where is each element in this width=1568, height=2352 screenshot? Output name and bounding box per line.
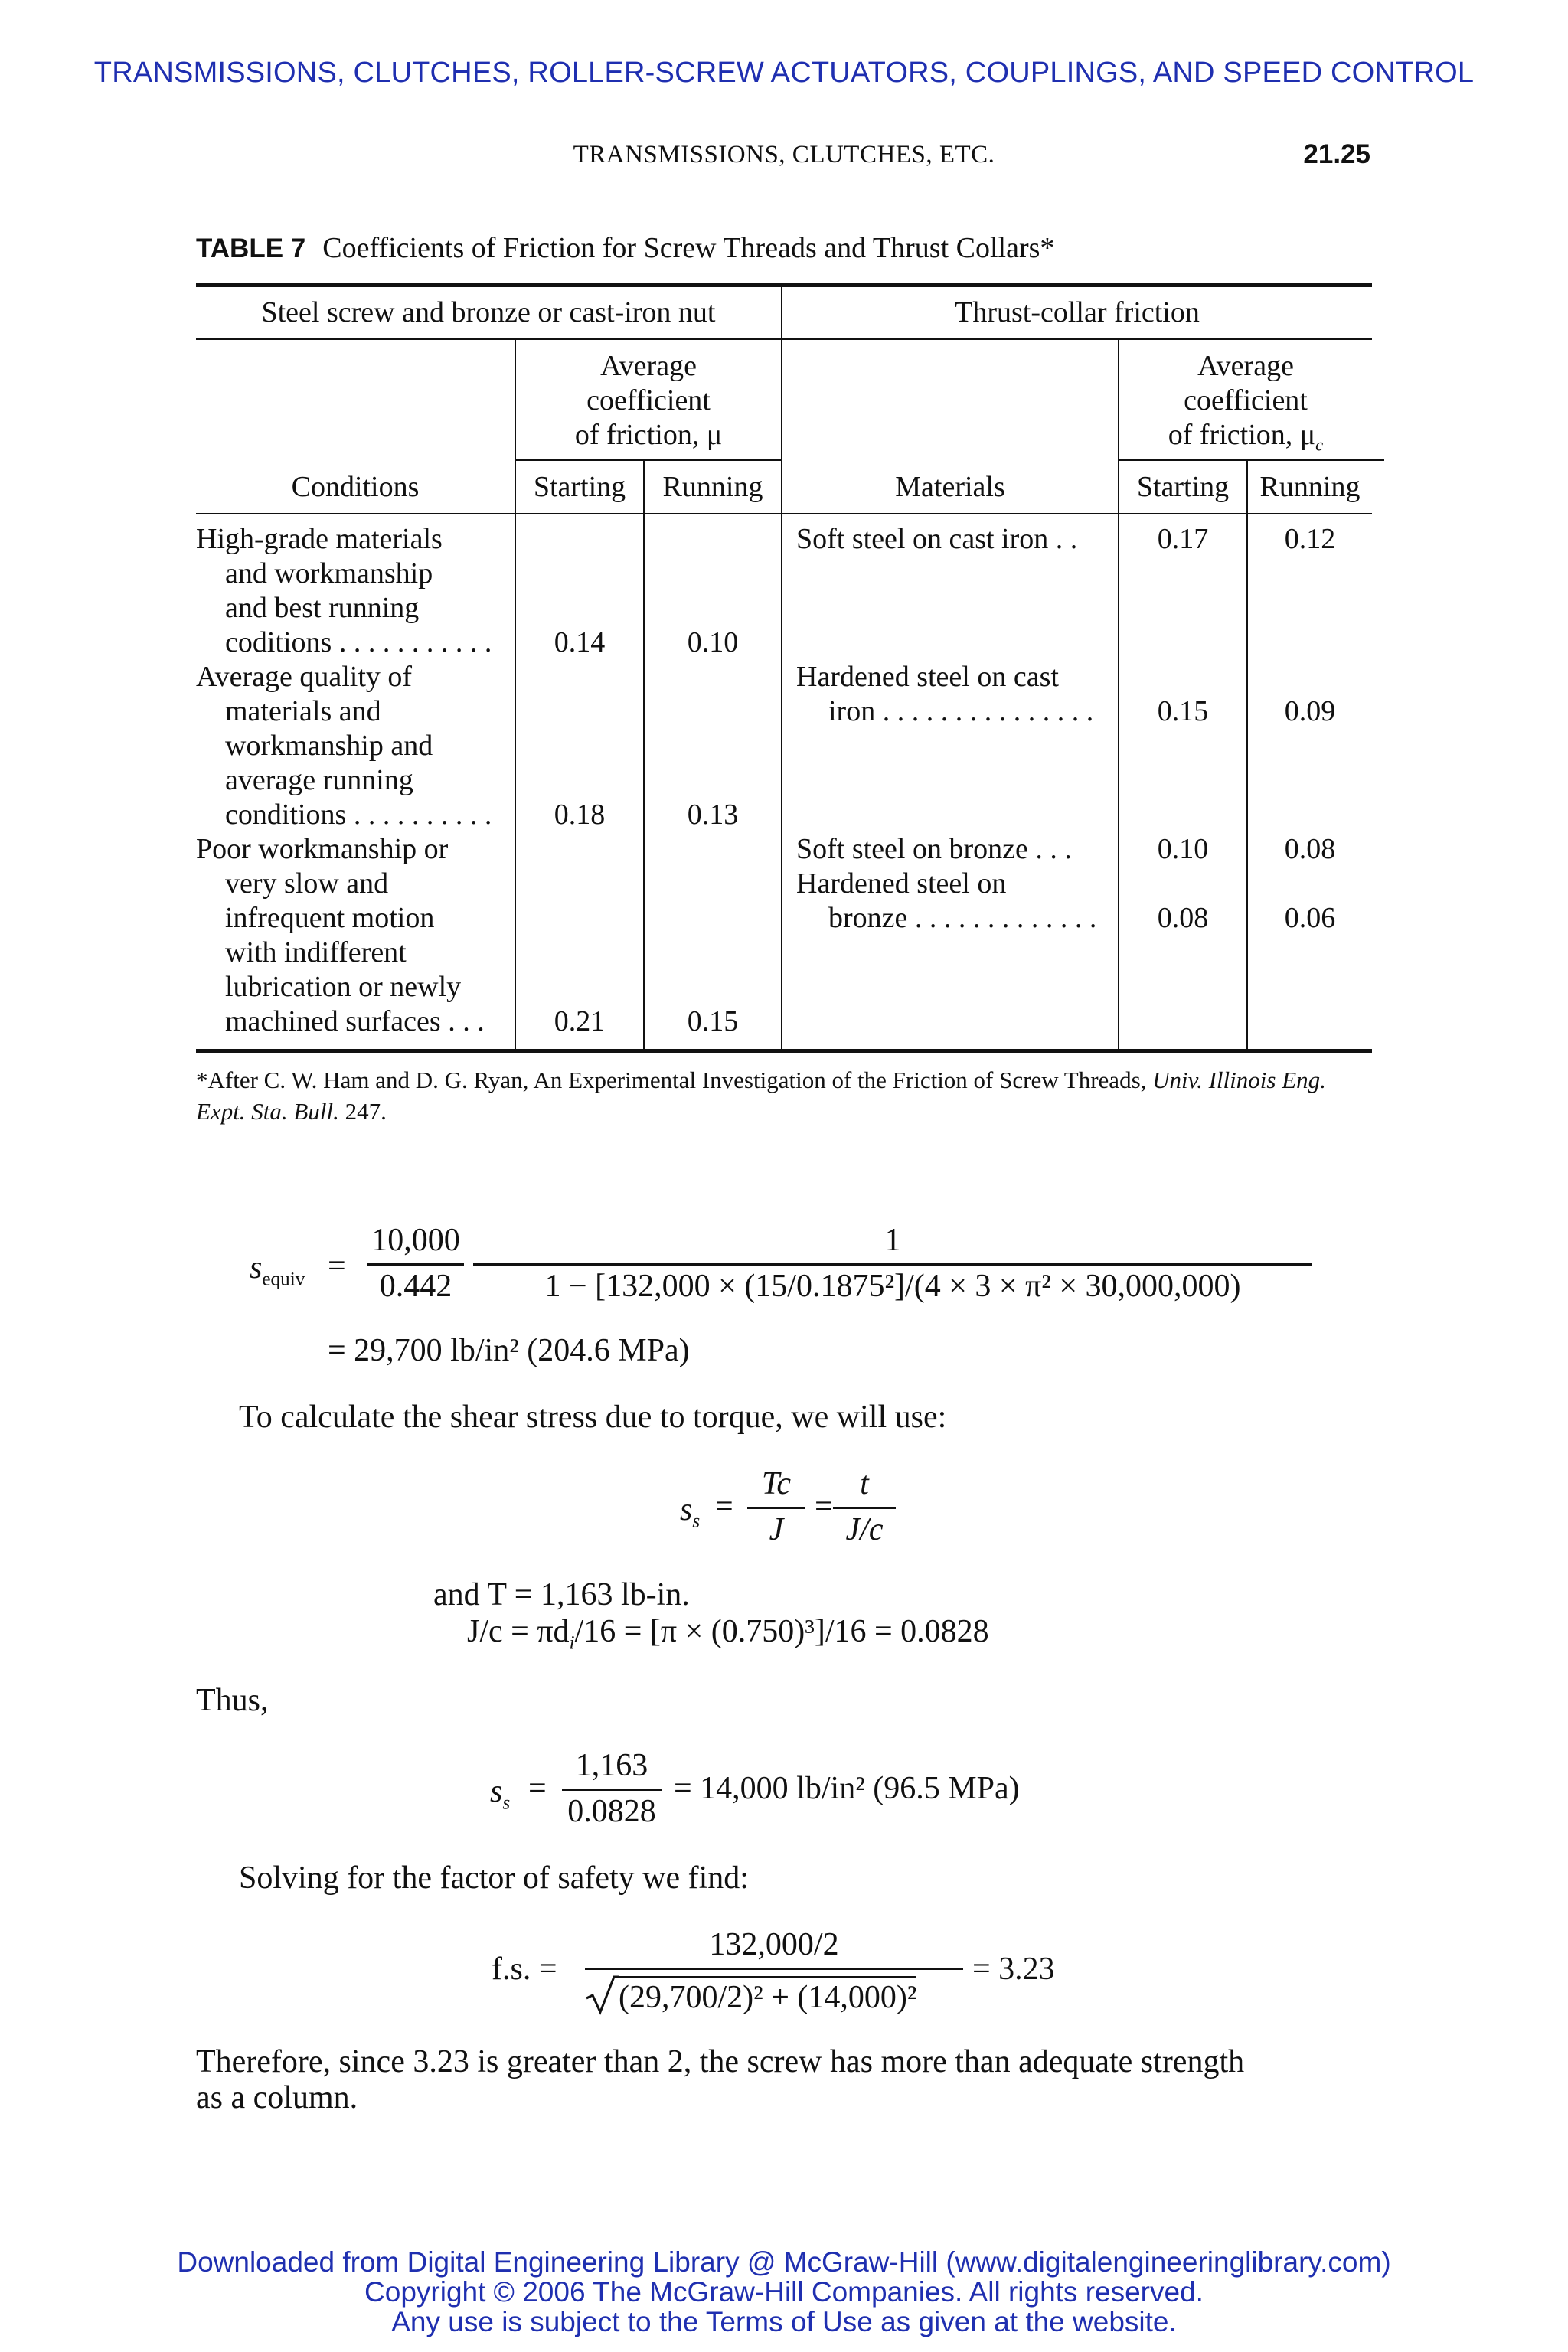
material-3-running: 0.08 [1284,833,1336,865]
material-row-3: Soft steel on bronze . . . [796,833,1072,865]
eq1-result: = 29,700 lb/in² (204.6 MPa) [328,1333,690,1368]
table-label: TABLE 7 [196,234,306,263]
material-2-running: 0.09 [1284,695,1336,727]
material-4-starting: 0.08 [1157,902,1209,934]
condition-3-starting: 0.21 [554,1005,606,1037]
word-thus: Thus, [196,1683,269,1718]
avg-coeff-header-left: Average coefficient of friction, μ [574,350,723,451]
eq1-numerator-right: 1 [884,1223,901,1258]
eq1-denominator-left: 0.442 [379,1269,452,1304]
table-header-rule [196,513,1372,514]
eq3-numerator: 1,163 [575,1748,648,1783]
eq1-denominator-right: 1 − [132,000 × (15/0.1875²]/(4 × 3 × π² × 30,000,000) [544,1269,1241,1304]
paragraph-shear-stress: To calculate the shear stress due to torque, we will use: [239,1400,947,1435]
table-vrule [643,459,645,1050]
s-equiv-symbol: $s_{equiv}$ [250,1250,305,1290]
condition-2-starting: 0.18 [554,799,606,831]
square-root-icon [585,1974,619,2015]
material-3-starting: 0.10 [1157,833,1209,865]
table-caption [196,231,1054,265]
table-footnote: *After C. W. Ham and D. G. Ryan, An Experimental Investigation of the Friction of Screw Threads, Univ. Illinois Eng. Expt. Sta. Bull. 247. [196,1067,1326,1125]
running-head: TRANSMISSIONS, CLUTCHES, ETC. [573,141,995,168]
paragraph-factor-of-safety: Solving for the factor of safety we find: [239,1860,749,1896]
footer-line-2: Copyright © 2006 The McGraw-Hill Companies. All rights reserved. [364,2276,1204,2308]
col-materials: Materials [895,471,1005,503]
j-over-c-line: $J/c = \pi d_i/16 = [\pi \times (0.750)^3]/16 = 0.0828$ [467,1614,989,1654]
condition-3-running: 0.15 [687,1005,739,1037]
copyright-footer[interactable] [0,2247,1568,2337]
table-caption-text: Coefficients of Friction for Screw Threads and Thrust Collars* [322,232,1055,264]
eq3-denominator: 0.0828 [567,1794,656,1829]
material-2-starting: 0.15 [1157,695,1209,727]
ss-symbol: $s_s$ [490,1774,511,1814]
condition-1-starting: 0.14 [554,626,606,658]
eq1-fraction-bar-left [368,1263,464,1266]
left-group-header: Steel screw and bronze or cast-iron nut [261,296,716,328]
material-1-starting: 0.17 [1157,523,1209,555]
top-banner-link[interactable]: TRANSMISSIONS, CLUTCHES, ROLLER-SCREW ACTUATORS, COUPLINGS, AND SPEED CONTROL [93,57,1475,89]
avg-coeff-header-right: Average coefficient of friction, $\mu_c$ [1168,350,1324,455]
condition-1-running: 0.10 [687,626,739,658]
footer-line-3: Any use is subject to the Terms of Use as given at the website. [391,2306,1177,2337]
footer-line-1[interactable]: Downloaded from Digital Engineering Library @ McGraw-Hill (www.digitalengineeringlibrary.com) [177,2246,1391,2278]
material-1-running: 0.12 [1284,523,1336,555]
col-running-right: Running [1259,471,1361,503]
condition-2-running: 0.13 [687,799,739,831]
page-number: 21.25 [1303,139,1370,169]
material-row-2: Hardened steel on cast iron . . . . . . . . . . . . . . . [796,661,1094,727]
material-row-4: Hardened steel on bronze . . . . . . . . . . . . . [796,867,1097,934]
material-row-1: Soft steel on cast iron . . [796,523,1078,555]
table-bottom-rule [196,1049,1372,1053]
table-subgroup-rule-right [1118,459,1384,461]
eq1-numerator-left: 10,000 [371,1223,460,1258]
col-conditions: Conditions [291,471,420,503]
equals-sign: = [715,1489,733,1524]
eq3-result: = 14,000 lb/in² (96.5 MPa) [674,1771,1020,1806]
condition-row-1: High-grade materials and workmanship and best running coditions . . . . . . . . . . . Average quality of materials and workmanship and average running conditions . . . . . . . . . . Poor workmanship or very slow and infrequent motion with indifferent lubrication or newly machined surfaces . . . [196,523,492,1037]
table-group-rule [196,338,1372,340]
col-starting-left: Starting [533,471,626,503]
col-running-left: Running [662,471,763,503]
right-group-header: Thrust-collar friction [955,296,1200,328]
conclusion-paragraph: Therefore, since 3.23 is greater than 2, the screw has more than adequate strength as a column. [196,2044,1245,2115]
eq2-f1-numerator: Tc [761,1466,792,1501]
eq2-f1-denominator: J [769,1512,784,1547]
material-4-running: 0.06 [1284,902,1336,934]
fs-label: f.s. = [492,1952,557,1987]
table-top-rule [196,283,1372,287]
col-starting-right: Starting [1136,471,1230,503]
equals-sign: = [328,1249,346,1284]
eq4-result: = 3.23 [972,1952,1055,1987]
eq4-fraction-bar [585,1968,963,1970]
eq2-fraction-bar-2 [833,1507,896,1509]
equals-sign: = [528,1771,547,1806]
eq2-f2-denominator: J/c [845,1512,884,1547]
ss-symbol: $s_s$ [680,1492,701,1532]
eq2-f2-numerator: t [860,1466,869,1501]
eq3-fraction-bar [562,1788,662,1791]
eq4-numerator: 132,000/2 [709,1927,839,1962]
table-vrule [781,285,782,1050]
torque-value-line: and T = 1,163 lb-in. [433,1577,690,1612]
table-subgroup-rule-left [514,459,781,461]
equals-sign: = [815,1489,833,1524]
eq1-fraction-bar-right [473,1263,1312,1266]
eq4-denominator: (29,700/2)² + (14,000)² [585,1974,916,2016]
